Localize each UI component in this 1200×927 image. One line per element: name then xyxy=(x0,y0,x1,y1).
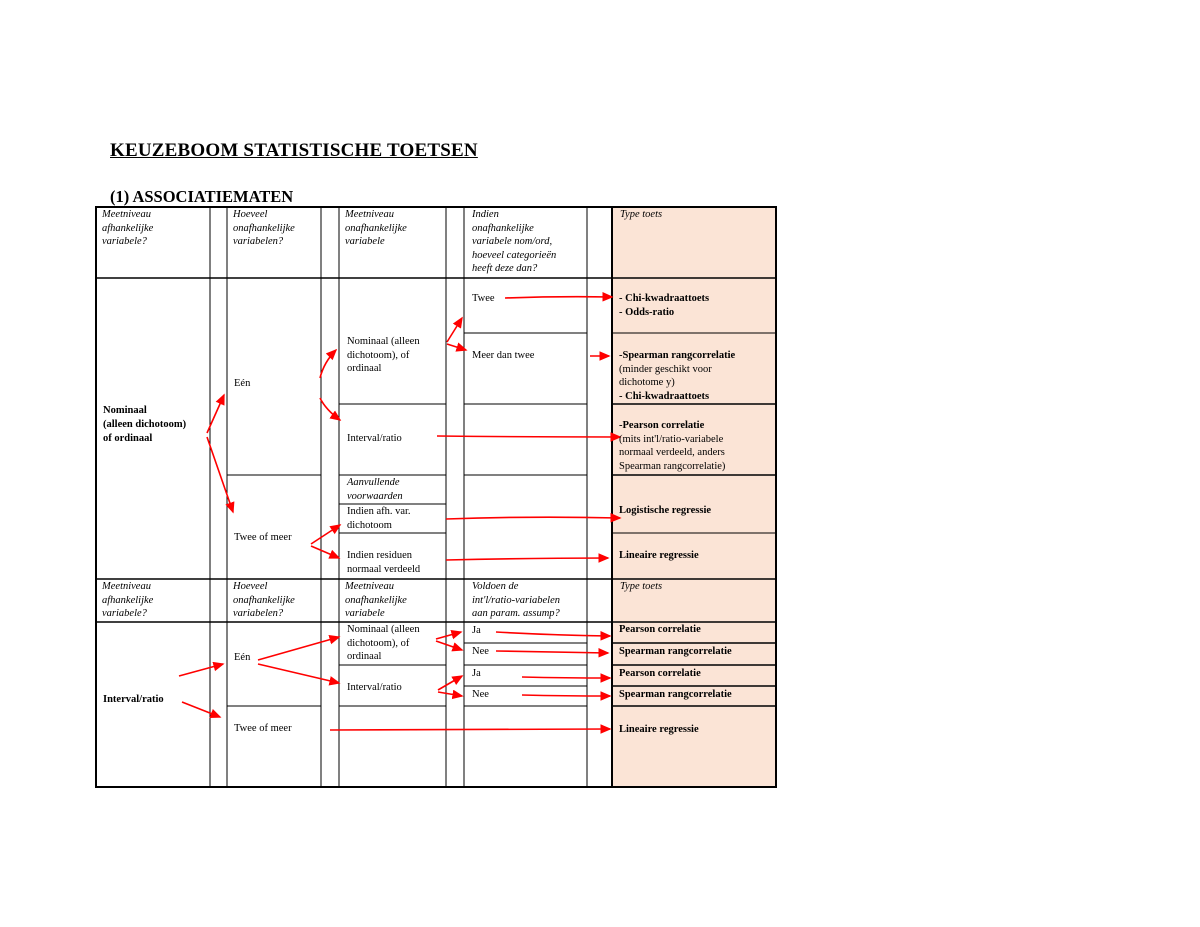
header1-col4-line: onafhankelijke xyxy=(472,222,534,234)
header1-col2 xyxy=(233,208,295,249)
header1-col3-line: Meetniveau xyxy=(345,209,394,220)
result-pearson-note: normaal verdeeld, anders xyxy=(619,447,725,458)
block2-ja-2: Ja xyxy=(472,668,481,679)
result-pearson-2a: Pearson correlatie xyxy=(619,624,701,635)
block1-one: Eén xyxy=(234,378,251,389)
header2-col4-line: int'l/ratio-variabelen xyxy=(472,594,560,606)
block1-dependent xyxy=(103,404,186,446)
result-spearman-2b: Spearman rangcorrelatie xyxy=(619,689,732,700)
block2-two-or-more: Twee of meer xyxy=(234,723,292,734)
block2-nominal-line: dichotoom), of xyxy=(347,637,410,649)
arrow-nominaal-to-twee xyxy=(447,318,462,342)
header2-col4-line: aan param. assump? xyxy=(472,608,560,619)
arrow-nominaal2-to-nee xyxy=(436,641,462,650)
result-odds-line: - Odds-ratio xyxy=(619,306,675,318)
header1-col4-line: hoeveel categorieën xyxy=(472,249,557,261)
result-spearman-block xyxy=(619,349,735,403)
header1-col1-line: afhankelijke xyxy=(102,222,154,234)
result-linear-2: Lineaire regressie xyxy=(619,724,699,735)
block1-interval: Interval/ratio xyxy=(347,433,402,444)
arrow-residuen-result xyxy=(446,558,608,560)
block1-aanvullende xyxy=(347,476,403,503)
arrow-dichotoom-result xyxy=(446,517,620,519)
header2-col5: Type toets xyxy=(620,581,663,592)
result-linear-1: Lineaire regressie xyxy=(619,550,699,561)
header2-col3 xyxy=(345,580,407,621)
result-pearson-note: (mits int'l/ratio-variabele xyxy=(619,433,724,445)
result-pearson-2b: Pearson correlatie xyxy=(619,668,701,679)
block1-two-or-more: Twee of meer xyxy=(234,532,292,543)
result-logistic: Logistische regressie xyxy=(619,505,712,516)
page-title: KEUZEBOOM STATISTISCHE TOETSEN xyxy=(110,140,478,161)
header1-col4-line: variabele nom/ord, xyxy=(472,236,553,247)
block1-dependent-line: (alleen dichotoom) xyxy=(103,419,187,430)
block1-nominal-line: ordinaal xyxy=(347,363,382,374)
block1-meer-dan-twee: Meer dan twee xyxy=(472,350,535,361)
header2-col2-line: Hoeveel xyxy=(233,581,268,592)
block2-nee-1: Nee xyxy=(472,646,489,657)
header2-col1 xyxy=(102,580,153,621)
block2-nee-2: Nee xyxy=(472,689,489,700)
header2-col3-line: Meetniveau xyxy=(345,581,394,592)
block2-interval: Interval/ratio xyxy=(347,682,402,693)
block2-nominal-line: Nominaal (alleen xyxy=(347,624,420,635)
arrow-interval2-to-ja xyxy=(438,676,462,690)
arrow-een2-to-nominaal xyxy=(258,637,339,660)
block2-ja-1: Ja xyxy=(472,625,481,636)
section-title: (1) ASSOCIATIEMATEN xyxy=(110,187,294,206)
header1-col2-line: Hoeveel xyxy=(233,209,268,220)
arrow-interval-result xyxy=(437,436,620,437)
header1-col2-line: variabelen? xyxy=(233,236,284,247)
block1-nominal xyxy=(347,335,420,376)
header1-col2-line: onafhankelijke xyxy=(233,222,295,234)
arrow-een-to-nominaal xyxy=(320,350,336,378)
header1-col3-line: variabele xyxy=(345,236,385,247)
result-chi-odds xyxy=(619,292,709,319)
block2-one: Eén xyxy=(234,652,251,663)
block1-residuen xyxy=(347,549,420,576)
arrow-ir-to-een xyxy=(179,664,223,676)
block2-nominal-line: ordinaal xyxy=(347,651,382,662)
arrow-nominaal-to-meer xyxy=(447,344,466,350)
header1-col3 xyxy=(345,208,407,249)
block1-dichotoom xyxy=(347,505,411,532)
block1-aanvullende-line: Aanvullende xyxy=(347,477,400,488)
arrow-nee2-result xyxy=(522,695,610,696)
header1-col1 xyxy=(102,208,153,249)
header2-col1-line: afhankelijke xyxy=(102,594,154,606)
header2-col2 xyxy=(233,580,295,621)
result-spearman-note: (minder geschikt voor xyxy=(619,363,712,375)
arrow-ja1-result xyxy=(496,632,610,636)
header1-col1-line: Meetniveau xyxy=(102,209,151,220)
block1-nominal-line: dichotoom), of xyxy=(347,349,410,361)
arrow-tweemeer-to-dichotoom xyxy=(311,525,340,544)
result-spearman-line: -Spearman rangcorrelatie xyxy=(619,350,736,361)
header2-col2-line: onafhankelijke xyxy=(233,594,295,606)
result-pearson-block xyxy=(619,419,725,473)
arrow-een-to-interval xyxy=(320,398,340,420)
header2-col2-line: variabelen? xyxy=(233,608,284,619)
block1-dependent-line: of ordinaal xyxy=(103,433,153,444)
result-pearson-note: Spearman rangcorrelatie) xyxy=(619,460,726,472)
arrow-tweemeer2-result xyxy=(330,729,610,730)
arrow-een2-to-interval xyxy=(258,664,339,683)
result-pearson-line: -Pearson correlatie xyxy=(619,420,705,431)
result-chi-line: - Chi-kwadraattoets xyxy=(619,293,710,304)
header2-col3-line: onafhankelijke xyxy=(345,594,407,606)
header1-col1-line: variabele? xyxy=(102,236,147,247)
block1-dichotoom-line: dichotoom xyxy=(347,519,392,531)
header2-col4-line: Voldoen de xyxy=(472,581,519,592)
arrow-twee-result xyxy=(505,297,612,298)
result-spearman-note: dichotome y) xyxy=(619,377,675,388)
result-chi-line: - Chi-kwadraattoets xyxy=(619,390,710,402)
header2-col1-line: Meetniveau xyxy=(102,581,151,592)
block1-aanvullende-line: voorwaarden xyxy=(347,490,403,502)
header2-col1-line: variabele? xyxy=(102,608,147,619)
arrow-tweemeer-to-residuen xyxy=(311,546,339,558)
arrow-ir-to-twee xyxy=(182,702,220,717)
block1-dependent-line: Nominaal xyxy=(103,405,147,416)
block1-twee: Twee xyxy=(472,293,495,304)
arrow-interval2-to-nee xyxy=(438,692,462,696)
header1-col3-line: onafhankelijke xyxy=(345,222,407,234)
header2-col3-line: variabele xyxy=(345,608,385,619)
header2-col4 xyxy=(472,580,560,621)
block1-nominal-line: Nominaal (alleen xyxy=(347,336,420,347)
arrow-nee1-result xyxy=(496,651,608,653)
block1-residuen-line: normaal verdeeld xyxy=(347,563,421,575)
block1-residuen-line: Indien residuen xyxy=(347,550,413,561)
block1-dichotoom-line: Indien afh. var. xyxy=(347,506,411,517)
block2-dependent: Interval/ratio xyxy=(103,694,164,705)
header1-col4-line: heeft deze dan? xyxy=(472,263,538,274)
header1-col4-line: Indien xyxy=(472,209,499,220)
arrow-ja2-result xyxy=(522,677,610,678)
header1-col4 xyxy=(472,208,556,276)
block2-nominal xyxy=(347,623,420,664)
result-spearman-2a: Spearman rangcorrelatie xyxy=(619,646,732,657)
header1-col5: Type toets xyxy=(620,209,663,220)
arrow-nominaal2-to-ja xyxy=(436,632,461,639)
